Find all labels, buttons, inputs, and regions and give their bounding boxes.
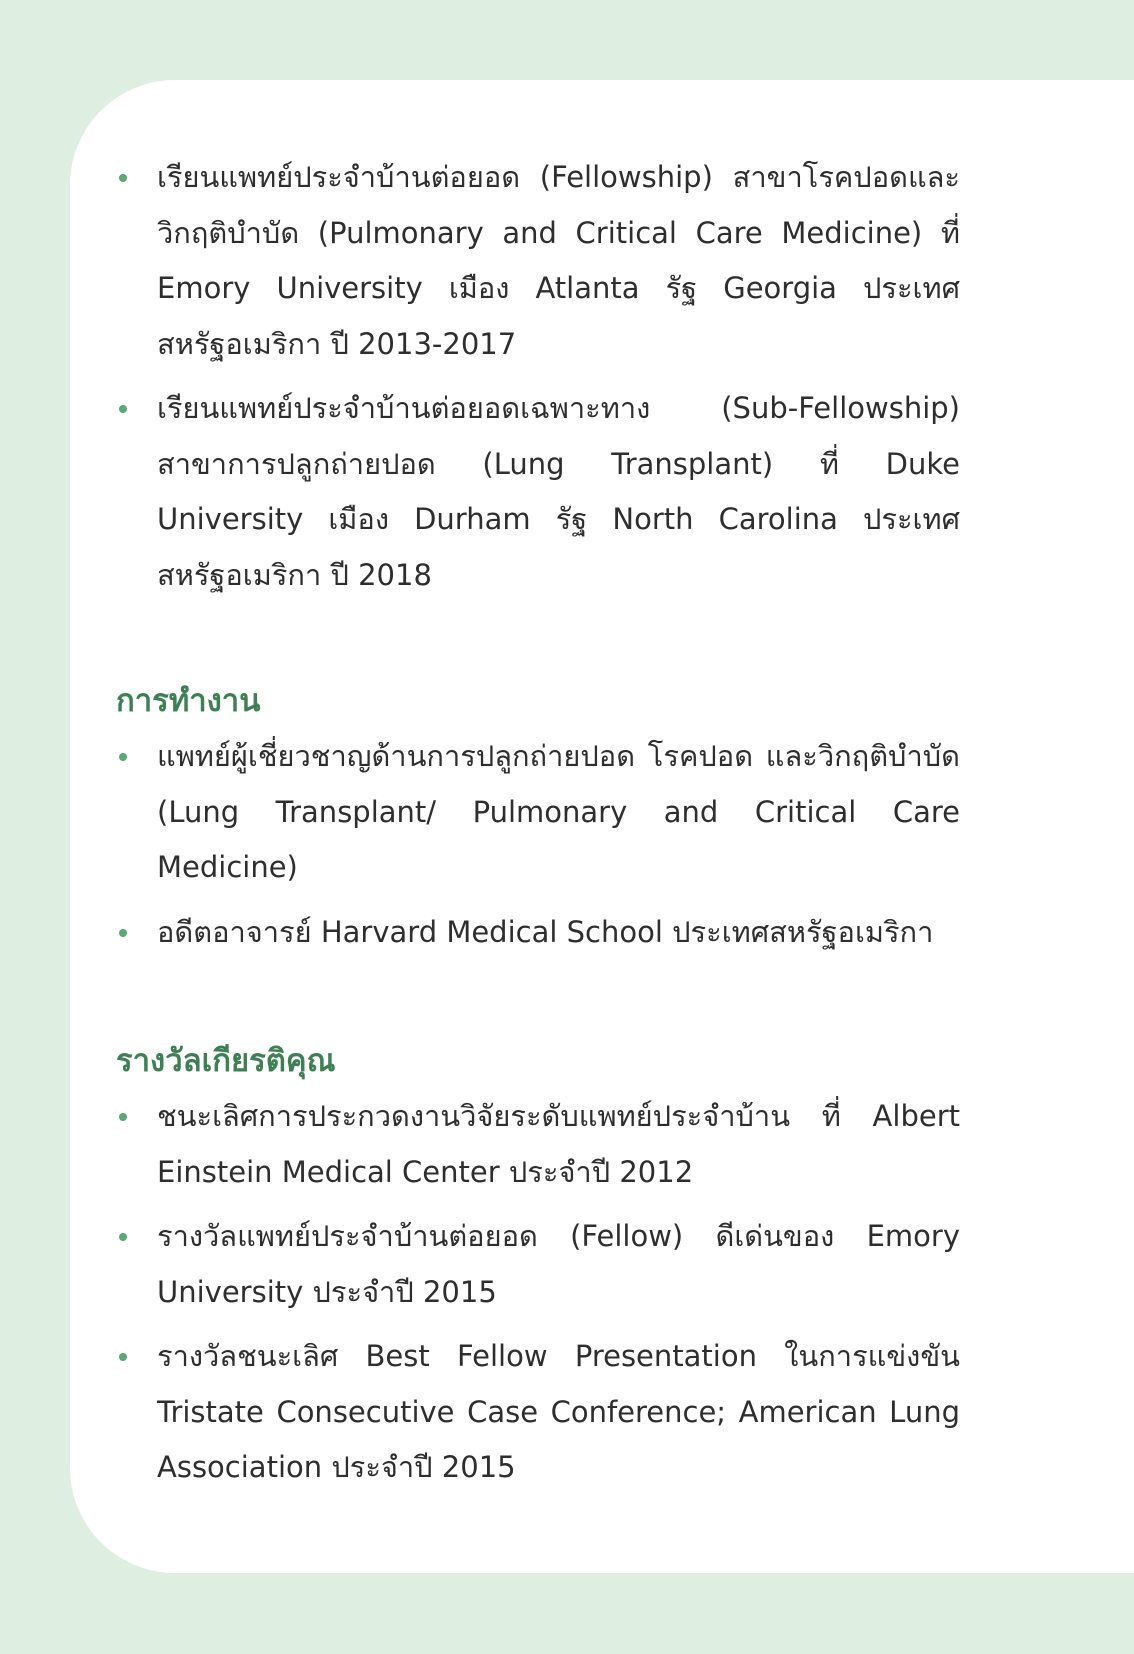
- list-item-text: เรียนแพทย์ประจำบ้านต่อยอด (Fellowship) สาขาโรคปอดและวิกฤติบำบัด (Pulmonary and Critical Care Medicine) ที่ Emory University เมือง Atlanta รัฐ Georgia ประเทศสหรัฐอเมริกา ปี 2013-2017: [157, 160, 960, 361]
- education-list: [116, 150, 960, 603]
- bullet-icon: [119, 929, 127, 937]
- section-heading-work: การทำงาน: [116, 683, 261, 719]
- list-item: [116, 1209, 960, 1320]
- list-item: [116, 1089, 960, 1200]
- list-item: [116, 381, 960, 603]
- list-item: [116, 905, 960, 961]
- list-item-text: เรียนแพทย์ประจำบ้านต่อยอดเฉพาะทาง (Sub-Fellowship) สาขาการปลูกถ่ายปอด (Lung Transplant) ที่ Duke University เมือง Durham รัฐ North Carolina ประเทศสหรัฐอเมริกา ปี 2018: [157, 391, 960, 592]
- bullet-icon: [119, 174, 127, 182]
- bullet-icon: [119, 1233, 127, 1241]
- list-item-text: ชนะเลิศการประกวดงานวิจัยระดับแพทย์ประจำบ้าน ที่ Albert Einstein Medical Center ประจำปี 2012: [157, 1099, 960, 1189]
- bullet-icon: [119, 405, 127, 413]
- bullet-icon: [119, 1113, 127, 1121]
- bullet-icon: [119, 1353, 127, 1361]
- list-item: [116, 150, 960, 372]
- list-item-text: อดีตอาจารย์ Harvard Medical School ประเทศสหรัฐอเมริกา: [157, 914, 934, 949]
- list-item-text: รางวัลชนะเลิศ Best Fellow Presentation ในการแข่งขัน Tristate Consecutive Case Conference; American Lung Association ประจำปี 2015: [157, 1339, 960, 1484]
- awards-list: [116, 1089, 960, 1496]
- section-heading-awards: รางวัลเกียรติคุณ: [116, 1043, 336, 1079]
- profile-content: [116, 150, 960, 1505]
- bullet-icon: [119, 753, 127, 761]
- work-list: [116, 729, 960, 960]
- list-item-text: รางวัลแพทย์ประจำบ้านต่อยอด (Fellow) ดีเด่นของ Emory University ประจำปี 2015: [157, 1219, 960, 1309]
- list-item: [116, 1329, 960, 1496]
- list-item: [116, 729, 960, 896]
- list-item-text: แพทย์ผู้เชี่ยวชาญด้านการปลูกถ่ายปอด โรคปอด และวิกฤติบำบัด (Lung Transplant/ Pulmonary and Critical Care Medicine): [157, 739, 960, 884]
